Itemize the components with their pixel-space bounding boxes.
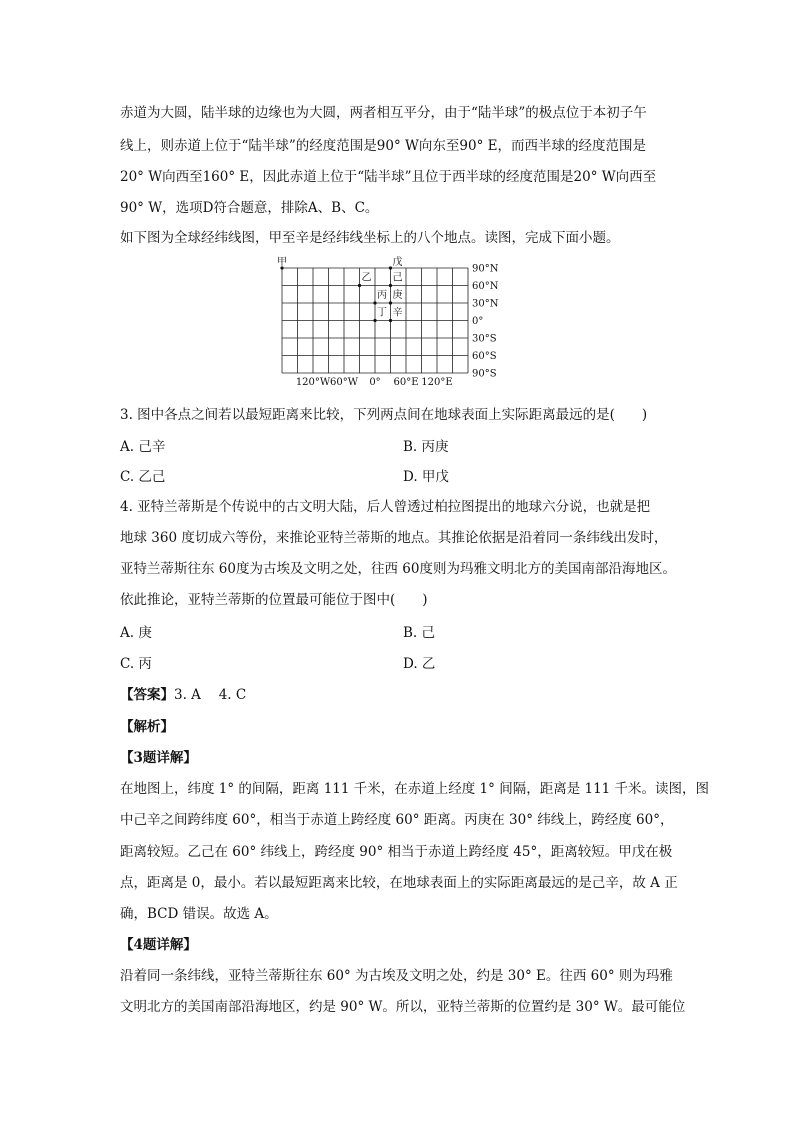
longitude-label: 60°W — [329, 377, 359, 388]
location-label: 辛 — [392, 307, 403, 319]
latitude-labels — [472, 264, 499, 380]
latitude-label: 0° — [472, 316, 484, 327]
location-label: 己 — [392, 272, 403, 284]
q4-detail-label: 【4题详解】 — [120, 937, 197, 953]
q3-detail-line: 中己辛之间跨纬度 60°，相当于赤道上跨经度 60° 距离。丙庚在 30° 纬线上，跨经度 60°， — [120, 812, 674, 828]
q4-option-a: A. 庚 — [120, 625, 152, 641]
paragraph-line: 线上，则赤道上位于“陆半球”的经度范围是90° W向东至90° E，而西半球的经度范围是 — [120, 138, 646, 154]
location-label: 庚 — [392, 290, 403, 301]
answer-label: 【答案】 — [120, 687, 174, 703]
location-dot — [389, 284, 392, 287]
q3-detail-line: 在地图上，纬度 1° 的间隔，距离 111 千米，在赤道上经度 1° 间隔，距离是 111 千米。读图，图 — [120, 781, 710, 797]
longitude-labels — [296, 377, 453, 388]
location-label: 丁 — [377, 307, 387, 319]
analysis-label: 【解析】 — [120, 719, 174, 735]
location-dot — [373, 301, 376, 304]
answer-line — [120, 686, 246, 704]
location-dot — [358, 284, 361, 287]
location-label: 戊 — [392, 257, 403, 268]
q4-option-c: C. 丙 — [120, 656, 152, 672]
latitude-label: 60°N — [472, 281, 499, 292]
q3-detail-line: 点，距离是 0，最小。若以最短距离来比较，在地球表面上的实际距离最远的是己辛，故 A 正 — [120, 875, 678, 891]
location-points — [277, 255, 403, 322]
intro-text: 如下图为全球经纬线图，甲至辛是经纬线坐标上的八个地点。读图，完成下面小题。 — [120, 230, 620, 246]
latitude-label: 60°S — [472, 351, 497, 362]
answer-text: 3. A 4. C — [174, 687, 247, 703]
location-label: 甲 — [277, 257, 287, 268]
q3-stem: 3. 图中各点之间若以最短距离来比较，下列两点间在地球表面上实际距离最远的是( ) — [120, 407, 648, 423]
location-dot — [373, 319, 376, 322]
location-label: 丙 — [377, 290, 387, 301]
q4-stem-line: 地球 360 度切成六等份，来推论亚特兰蒂斯的地点。其推论依据是沿着同一条纬线出发时， — [120, 530, 668, 546]
paragraph-line: 90° W，选项D符合题意，排除A、B、C。 — [120, 200, 379, 216]
longitude-label: 120°E — [421, 377, 453, 388]
location-dot — [389, 319, 392, 322]
q3-option-a: A. 己辛 — [120, 439, 166, 455]
longitude-label: 0° — [369, 377, 381, 388]
longitude-label: 60°E — [393, 377, 419, 388]
location-label: 乙 — [361, 272, 372, 284]
q4-option-b: B. 己 — [403, 625, 436, 641]
q4-option-d: D. 乙 — [403, 656, 436, 672]
q3-option-b: B. 丙庚 — [403, 439, 449, 455]
q3-detail-label: 【3题详解】 — [120, 750, 197, 766]
q4-detail-line: 文明北方的美国南部沿海地区，约是 90° W。所以，亚特兰蒂斯的位置约是 30° W。最可能位 — [120, 999, 686, 1015]
q4-stem-line: 亚特兰蒂斯往东 60度为古埃及文明之处，往西 60度则为玛雅文明北方的美国南部沿海地区。 — [120, 561, 676, 577]
q4-detail-line: 沿着同一条纬线，亚特兰蒂斯往东 60° 为古埃及文明之处，约是 30° E。往西 60° 则为玛雅 — [120, 968, 673, 984]
paragraph-line: 20° W向西至160° E，因此赤道上位于“陆半球”且位于西半球的经度范围是20° W向西至 — [120, 169, 657, 185]
q4-stem-line: 4. 亚特兰蒂斯是个传说中的古文明大陆，后人曾透过柏拉图提出的地球六分说，也就是把 — [120, 499, 651, 515]
latitude-label: 30°N — [472, 298, 499, 310]
q3-detail-line: 距离较短。乙己在 60° 纬线上，跨经度 90° 相当于赤道上跨经度 45°，距离较短。甲戊在极 — [120, 844, 673, 860]
longitude-label: 120°W — [295, 377, 331, 388]
location-dot — [389, 301, 392, 304]
paragraph-line: 赤道为大圆，陆半球的边缘也为大圆，两者相互平分，由于“陆半球”的极点位于本初子午 — [120, 105, 647, 121]
q3-option-d: D. 甲戊 — [403, 469, 449, 485]
latitude-label: 90°N — [472, 263, 499, 275]
q3-detail-line: 确，BCD 错误。故选 A。 — [120, 906, 278, 922]
latlon-grid-figure — [270, 253, 520, 388]
latitude-label: 30°S — [472, 333, 497, 345]
q3-option-c: C. 乙己 — [120, 469, 166, 485]
q4-stem-line: 依此推论，亚特兰蒂斯的位置最可能位于图中( ) — [120, 592, 428, 608]
latitude-label: 90°S — [472, 368, 497, 380]
